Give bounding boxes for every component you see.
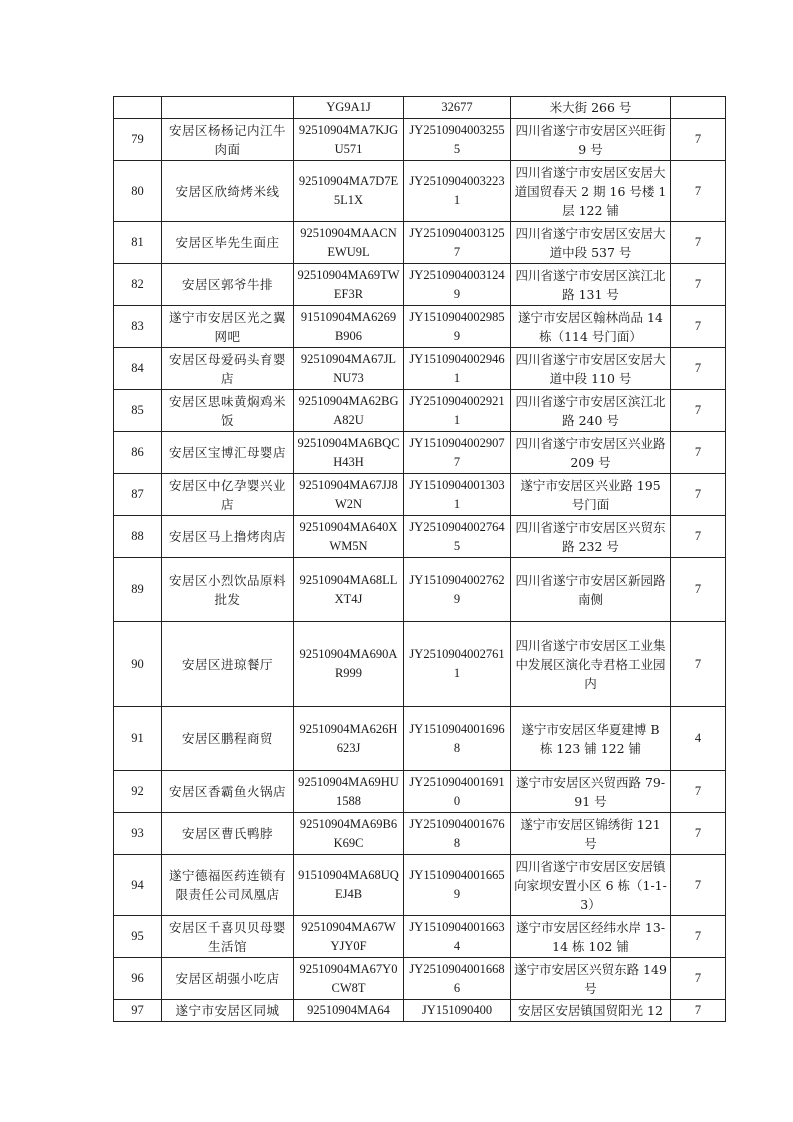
item-count-cell: 7 xyxy=(671,855,726,916)
table-row xyxy=(114,264,726,306)
row-number-cell xyxy=(114,97,162,119)
business-address-cell: 四川省遂宁市安居区安居镇向家坝安置小区 6 栋（1-1-3） xyxy=(511,855,671,916)
license-number-cell: JY151090400 xyxy=(404,1000,511,1022)
row-number-cell: 94 xyxy=(114,855,162,916)
table-row xyxy=(114,348,726,390)
business-name-cell: 安居区杨杨记内江牛肉面 xyxy=(162,119,294,161)
license-number-cell: JY15109040016634 xyxy=(404,916,511,958)
item-count-cell: 7 xyxy=(671,264,726,306)
credit-code-cell: 92510904MA67JLNU73 xyxy=(294,348,404,390)
table-row xyxy=(114,558,726,622)
business-name-cell: 安居区千喜贝贝母婴生活馆 xyxy=(162,916,294,958)
credit-code-cell: 91510904MA6269B906 xyxy=(294,306,404,348)
license-number-cell: JY15109040029859 xyxy=(404,306,511,348)
credit-code-cell: 92510904MA69B6K69C xyxy=(294,813,404,855)
item-count-cell: 7 xyxy=(671,119,726,161)
row-number-cell: 95 xyxy=(114,916,162,958)
row-number-cell: 97 xyxy=(114,1000,162,1022)
business-address-cell: 遂宁市安居区锦绣街 121 号 xyxy=(511,813,671,855)
license-number-cell: JY15109040029077 xyxy=(404,432,511,474)
business-address-cell: 米大街 266 号 xyxy=(511,97,671,119)
item-count-cell: 7 xyxy=(671,813,726,855)
table-row xyxy=(114,855,726,916)
business-name-cell: 安居区思味黄焖鸡米饭 xyxy=(162,390,294,432)
item-count-cell: 7 xyxy=(671,958,726,1000)
license-number-cell: JY25109040032231 xyxy=(404,161,511,222)
business-name-cell: 安居区中亿孕婴兴业店 xyxy=(162,474,294,516)
business-name-cell: 安居区毕先生面庄 xyxy=(162,222,294,264)
credit-code-cell: 92510904MA67JJ8W2N xyxy=(294,474,404,516)
row-number-cell: 80 xyxy=(114,161,162,222)
table-row xyxy=(114,119,726,161)
business-address-cell: 遂宁市安居区兴贸东路 149 号 xyxy=(511,958,671,1000)
table-row xyxy=(114,390,726,432)
credit-code-cell: 92510904MA7KJGU571 xyxy=(294,119,404,161)
table-row xyxy=(114,306,726,348)
credit-code-cell: 92510904MA626H623J xyxy=(294,707,404,771)
table-row xyxy=(114,1000,726,1022)
credit-code-cell: 92510904MA690AR999 xyxy=(294,622,404,707)
row-number-cell: 86 xyxy=(114,432,162,474)
business-address-cell: 四川省遂宁市安居区安居大道国贸春天 2 期 16 号楼 1 层 122 铺 xyxy=(511,161,671,222)
license-number-cell: JY15109040016968 xyxy=(404,707,511,771)
item-count-cell: 7 xyxy=(671,432,726,474)
business-name-cell: 安居区马上撸烤肉店 xyxy=(162,516,294,558)
registry-table xyxy=(113,96,726,1022)
item-count-cell: 7 xyxy=(671,622,726,707)
license-number-cell: JY25109040027611 xyxy=(404,622,511,707)
business-address-cell: 遂宁市安居区兴业路 195 号门面 xyxy=(511,474,671,516)
table-row xyxy=(114,916,726,958)
item-count-cell: 7 xyxy=(671,1000,726,1022)
item-count-cell: 4 xyxy=(671,707,726,771)
row-number-cell: 87 xyxy=(114,474,162,516)
credit-code-cell: 92510904MA67WYJY0F xyxy=(294,916,404,958)
business-name-cell: 安居区欣绮烤米线 xyxy=(162,161,294,222)
item-count-cell: 7 xyxy=(671,771,726,813)
credit-code-cell: 92510904MA7D7E5L1X xyxy=(294,161,404,222)
item-count-cell: 7 xyxy=(671,222,726,264)
business-name-cell: 安居区宝博汇母婴店 xyxy=(162,432,294,474)
table-row xyxy=(114,97,726,119)
business-name-cell: 安居区曹氏鸭脖 xyxy=(162,813,294,855)
table-row xyxy=(114,707,726,771)
row-number-cell: 85 xyxy=(114,390,162,432)
business-name-cell: 遂宁市安居区光之翼网吧 xyxy=(162,306,294,348)
table-row xyxy=(114,813,726,855)
item-count-cell: 7 xyxy=(671,348,726,390)
credit-code-cell: YG9A1J xyxy=(294,97,404,119)
business-address-cell: 遂宁市安居区兴贸西路 79-91 号 xyxy=(511,771,671,813)
license-number-cell: JY25109040016686 xyxy=(404,958,511,1000)
credit-code-cell: 92510904MA67Y0CW8T xyxy=(294,958,404,1000)
credit-code-cell: 92510904MA640XWM5N xyxy=(294,516,404,558)
business-address-cell: 四川省遂宁市安居区兴业路 209 号 xyxy=(511,432,671,474)
credit-code-cell: 91510904MA68UQEJ4B xyxy=(294,855,404,916)
credit-code-cell: 92510904MA68LLXT4J xyxy=(294,558,404,622)
license-number-cell: JY25109040016768 xyxy=(404,813,511,855)
row-number-cell: 92 xyxy=(114,771,162,813)
row-number-cell: 84 xyxy=(114,348,162,390)
item-count-cell: 7 xyxy=(671,916,726,958)
license-number-cell: JY15109040029461 xyxy=(404,348,511,390)
license-number-cell: 32677 xyxy=(404,97,511,119)
item-count-cell: 7 xyxy=(671,306,726,348)
row-number-cell: 96 xyxy=(114,958,162,1000)
license-number-cell: JY25109040032555 xyxy=(404,119,511,161)
business-address-cell: 四川省遂宁市安居区滨江北路 240 号 xyxy=(511,390,671,432)
row-number-cell: 90 xyxy=(114,622,162,707)
business-name-cell: 遂宁市安居区同城 xyxy=(162,1000,294,1022)
table-body xyxy=(114,97,726,1022)
row-number-cell: 88 xyxy=(114,516,162,558)
row-number-cell: 82 xyxy=(114,264,162,306)
table-row xyxy=(114,161,726,222)
table-row xyxy=(114,958,726,1000)
business-address-cell: 遂宁市安居区华夏建博 B 栋 123 铺 122 铺 xyxy=(511,707,671,771)
business-address-cell: 四川省遂宁市安居区滨江北路 131 号 xyxy=(511,264,671,306)
table-row xyxy=(114,622,726,707)
credit-code-cell: 92510904MA64 xyxy=(294,1000,404,1022)
business-name-cell: 安居区香霸鱼火锅店 xyxy=(162,771,294,813)
business-name-cell: 安居区胡强小吃店 xyxy=(162,958,294,1000)
business-address-cell: 四川省遂宁市安居区兴贸东路 232 号 xyxy=(511,516,671,558)
business-address-cell: 四川省遂宁市安居区兴旺街 9 号 xyxy=(511,119,671,161)
item-count-cell: 7 xyxy=(671,474,726,516)
business-address-cell: 四川省遂宁市安居区新园路南侧 xyxy=(511,558,671,622)
business-address-cell: 遂宁市安居区翰林尚品 14 栋（114 号门面） xyxy=(511,306,671,348)
item-count-cell: 7 xyxy=(671,161,726,222)
table-row xyxy=(114,222,726,264)
business-name-cell: 安居区鹏程商贸 xyxy=(162,707,294,771)
item-count-cell xyxy=(671,97,726,119)
row-number-cell: 89 xyxy=(114,558,162,622)
license-number-cell: JY25109040031249 xyxy=(404,264,511,306)
business-name-cell: 安居区母爱码头育婴店 xyxy=(162,348,294,390)
license-number-cell: JY25109040016910 xyxy=(404,771,511,813)
business-name-cell: 安居区郭爷牛排 xyxy=(162,264,294,306)
credit-code-cell: 92510904MA69TWEF3R xyxy=(294,264,404,306)
business-address-cell: 四川省遂宁市安居区安居大道中段 537 号 xyxy=(511,222,671,264)
row-number-cell: 93 xyxy=(114,813,162,855)
item-count-cell: 7 xyxy=(671,390,726,432)
credit-code-cell: 92510904MA69HU1588 xyxy=(294,771,404,813)
business-address-cell: 遂宁市安居区经纬水岸 13-14 栋 102 铺 xyxy=(511,916,671,958)
credit-code-cell: 92510904MA62BGA82U xyxy=(294,390,404,432)
table-row xyxy=(114,771,726,813)
license-number-cell: JY25109040027645 xyxy=(404,516,511,558)
business-name-cell: 安居区进琼餐厅 xyxy=(162,622,294,707)
row-number-cell: 79 xyxy=(114,119,162,161)
item-count-cell: 7 xyxy=(671,516,726,558)
license-number-cell: JY15109040027629 xyxy=(404,558,511,622)
business-name-cell: 遂宁德福医药连锁有限责任公司凤凰店 xyxy=(162,855,294,916)
business-address-cell: 四川省遂宁市安居区工业集中发展区演化寺君格工业园内 xyxy=(511,622,671,707)
license-number-cell: JY25109040031257 xyxy=(404,222,511,264)
row-number-cell: 81 xyxy=(114,222,162,264)
credit-code-cell: 92510904MAACNEWU9L xyxy=(294,222,404,264)
row-number-cell: 83 xyxy=(114,306,162,348)
business-address-cell: 四川省遂宁市安居区安居大道中段 110 号 xyxy=(511,348,671,390)
table-row xyxy=(114,516,726,558)
business-name-cell: 安居区小烈饮品原料批发 xyxy=(162,558,294,622)
item-count-cell: 7 xyxy=(671,558,726,622)
table-row xyxy=(114,474,726,516)
license-number-cell: JY15109040013031 xyxy=(404,474,511,516)
license-number-cell: JY25109040029211 xyxy=(404,390,511,432)
business-name-cell xyxy=(162,97,294,119)
credit-code-cell: 92510904MA6BQCH43H xyxy=(294,432,404,474)
business-address-cell: 安居区安居镇国贸阳光 12 xyxy=(511,1000,671,1022)
license-number-cell: JY15109040016659 xyxy=(404,855,511,916)
table-row xyxy=(114,432,726,474)
row-number-cell: 91 xyxy=(114,707,162,771)
